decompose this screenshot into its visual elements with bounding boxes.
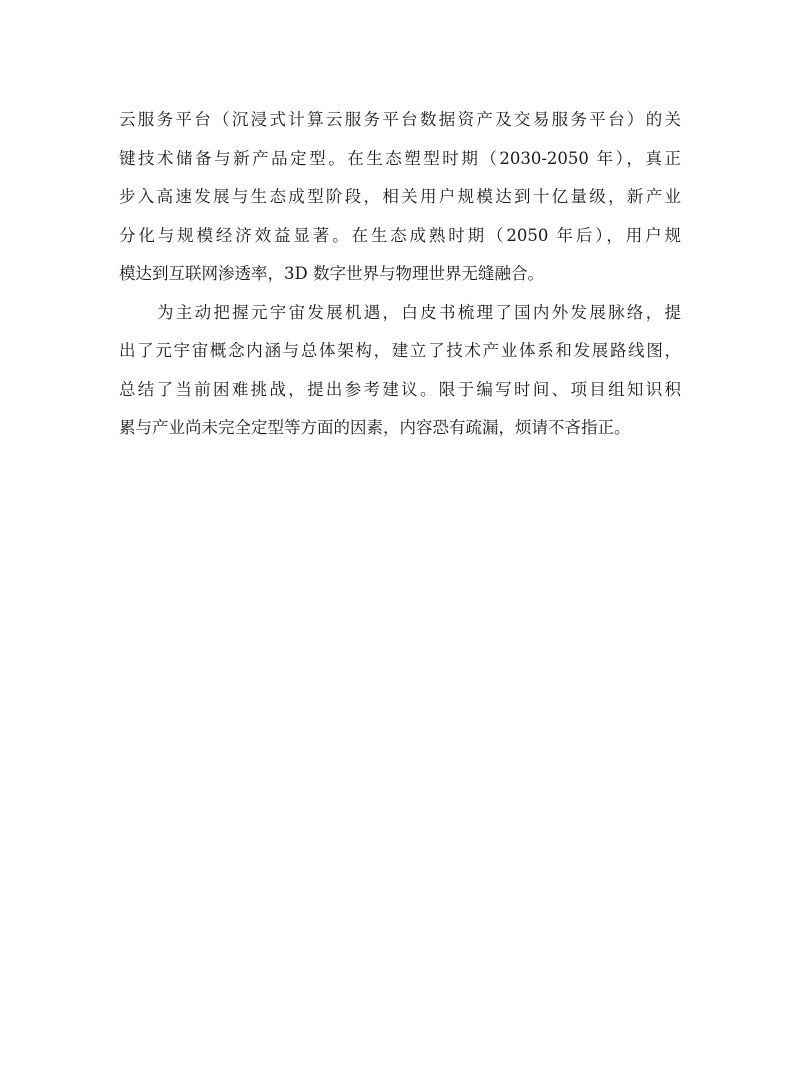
text-line: 步入高速发展与生态成型阶段，相关用户规模达到十亿量级，新产业 (119, 187, 681, 206)
text-line: 总结了当前困难挑战，提出参考建议。限于编写时间、项目组知识积 (119, 379, 681, 399)
text-line: 出了元宇宙概念内涵与总体架构，建立了技术产业体系和发展路线图， (119, 341, 681, 360)
text-line: 键技术储备与新产品定型。在生态塑型时期（2030-2050 年），真正 (119, 148, 681, 168)
text-line: 分化与规模经济效益显著。在生态成熟时期（2050 年后），用户规 (119, 225, 681, 245)
text-line: 云服务平台（沉浸式计算云服务平台数据资产及交易服务平台）的关 (119, 110, 681, 129)
text-line: 模达到互联网渗透率，3D 数字世界与物理世界无缝融合。 (119, 264, 544, 283)
body-text (119, 101, 681, 448)
text-line: 为主动把握元宇宙发展机遇，白皮书梳理了国内外发展脉络，提 (157, 302, 681, 322)
paragraph-1 (119, 101, 681, 294)
text-line: 累与产业尚未完全定型等方面的因素，内容恐有疏漏，烦请不吝指正。 (119, 418, 631, 437)
paragraph-2 (119, 294, 681, 448)
